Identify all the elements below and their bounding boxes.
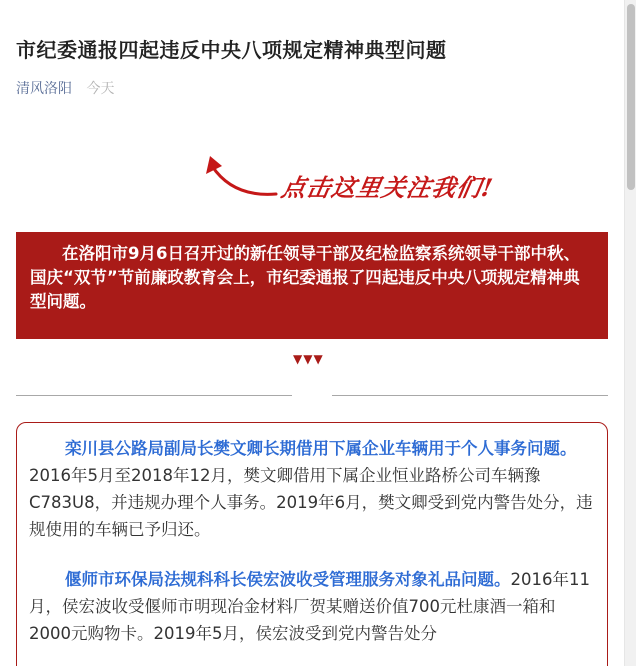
publish-time: 今天 bbox=[86, 81, 115, 97]
scrollbar-thumb[interactable] bbox=[627, 4, 635, 190]
follow-us-banner[interactable] bbox=[200, 150, 560, 210]
curved-arrow-icon bbox=[200, 152, 280, 202]
case-item bbox=[29, 566, 595, 647]
article-meta bbox=[16, 78, 114, 98]
cases-card bbox=[16, 422, 608, 666]
intro-text: 在洛阳市9月6日召开过的新任领导干部及纪检监察系统领导干部中秋、国庆“双节”节前廉政教育会上，市纪委通报了四起违反中央八项规定精神典型问题。 bbox=[30, 244, 580, 311]
intro-banner bbox=[16, 232, 608, 339]
case-body: 2016年5月至2018年12月，樊文卿借用下属企业恒业路桥公司车辆豫C783U8，并违规办理个人事务。2019年6月，樊文卿受到党内警告处分，违规使用的车辆已予归还。 bbox=[29, 466, 593, 539]
case-item bbox=[29, 435, 595, 543]
article-title: 市纪委通报四起违反中央八项规定精神典型问题 bbox=[16, 38, 447, 62]
follow-us-text: 点击这里关注我们! bbox=[279, 173, 496, 202]
divider-right bbox=[332, 395, 608, 396]
down-arrows-icon: ▼▼▼ bbox=[293, 352, 324, 366]
case-headline: 栾川县公路局副局长樊文卿长期借用下属企业车辆用于个人事务问题。 bbox=[65, 439, 577, 458]
vertical-scrollbar[interactable] bbox=[624, 0, 636, 666]
account-name-link[interactable]: 清风洛阳 bbox=[16, 81, 72, 97]
case-headline: 偃师市环保局法规科科长侯宏波收受管理服务对象礼品问题。 bbox=[65, 570, 511, 589]
divider-left bbox=[16, 395, 292, 396]
case-body: 2016年11月，侯宏波收受偃师市明现冶金材料厂贺某赠送价值700元杜康酒一箱和2000元购物卡。2019年5月，侯宏波受到党内警告处分 bbox=[29, 570, 590, 643]
